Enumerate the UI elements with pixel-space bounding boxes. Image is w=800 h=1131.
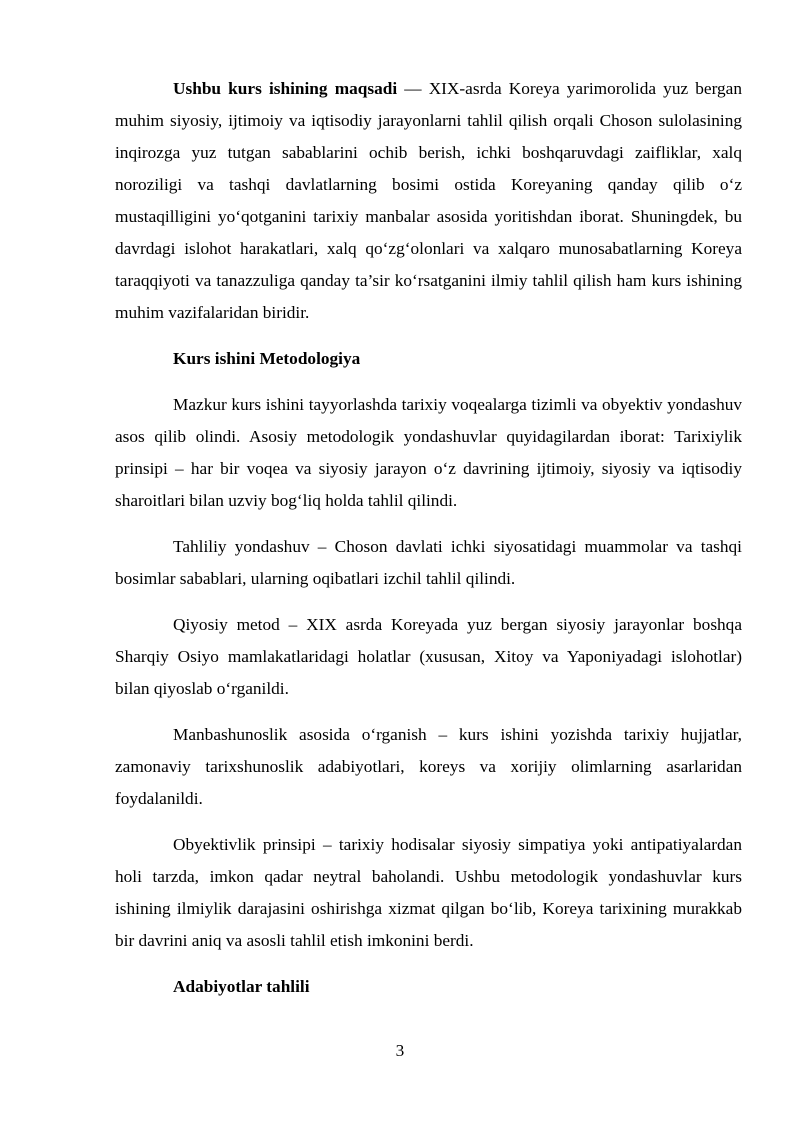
source-study-paragraph: Manbashunoslik asosida o‘rganish – kurs ishini yozishda tarixiy hujjatlar, zamonaviy tarixshunoslik adabiyotlari, koreys va xorijiy olimlarning asarlaridan foydalanildi. [115,725,742,808]
document-body [115,73,742,1017]
intro-text: — XIX-asrda Koreya yarimorolida yuz bergan muhim siyosiy, ijtimoiy va iqtisodiy jarayonlarni tahlil qilish orqali Choson sulolasining inqirozga yuz tutgan sabablarini ochib berish, ichki boshqaruvdagi zaifliklar, xalq noroziligi va tashqi davlatlarning bosimi ostida Koreyaning qanday qilib o‘z mustaqilligini yo‘qotganini tarixiy manbalar asosida yoritishdan iborat. Shuningdek, bu davrdagi islohot harakatlari, xalq qo‘zg‘olonlari va xalqaro munosabatlarning Koreya taraqqiyoti va tanazzuliga qanday ta’sir ko‘rsatganini ilmiy tahlil qilish ham kurs ishining muhim vazifalaridan biridir. [115,79,742,322]
page-number: 3 [395,1041,405,1060]
literature-heading: Adabiyotlar tahlili [173,977,310,996]
intro-bold-lead: Ushbu kurs ishining maqsadi [173,79,398,98]
methodology-paragraph: Mazkur kurs ishini tayyorlashda tarixiy voqealarga tizimli va obyektiv yondashuv asos qilib olindi. Asosiy metodologik yondashuvlar quyidagilardan iborat: Tarixiylik prinsipi – har bir voqea va siyosiy jarayon o‘z davrining ijtimoiy, siyosiy va iqtisodiy sharoitlari bilan uzviy bog‘liq holda tahlil qilindi. [115,395,742,510]
analytical-approach-paragraph: Tahliliy yondashuv – Choson davlati ichki siyosatidagi muammolar va tashqi bosimlar sabablari, ularning oqibatlari izchil tahlil qilindi. [115,537,742,588]
intro-paragraph [115,73,742,329]
methodology-heading: Kurs ishini Metodologiya [173,349,361,368]
comparative-method-paragraph: Qiyosiy metod – XIX asrda Koreyada yuz bergan siyosiy jarayonlar boshqa Sharqiy Osiyo mamlakatlaridagi holatlar (xususan, Xitoy va Yaponiyadagi islohotlar) bilan qiyoslab o‘rganildi. [115,615,742,698]
objectivity-paragraph: Obyektivlik prinsipi – tarixiy hodisalar siyosiy simpatiya yoki antipatiyalardan holi tarzda, imkon qadar neytral baholandi. Ushbu metodologik yondashuvlar kurs ishining ilmiylik darajasini oshirishga xizmat qilgan bo‘lib, Koreya tarixining murakkab bir davrini aniq va asosli tahlil etish imkonini berdi. [115,835,742,950]
